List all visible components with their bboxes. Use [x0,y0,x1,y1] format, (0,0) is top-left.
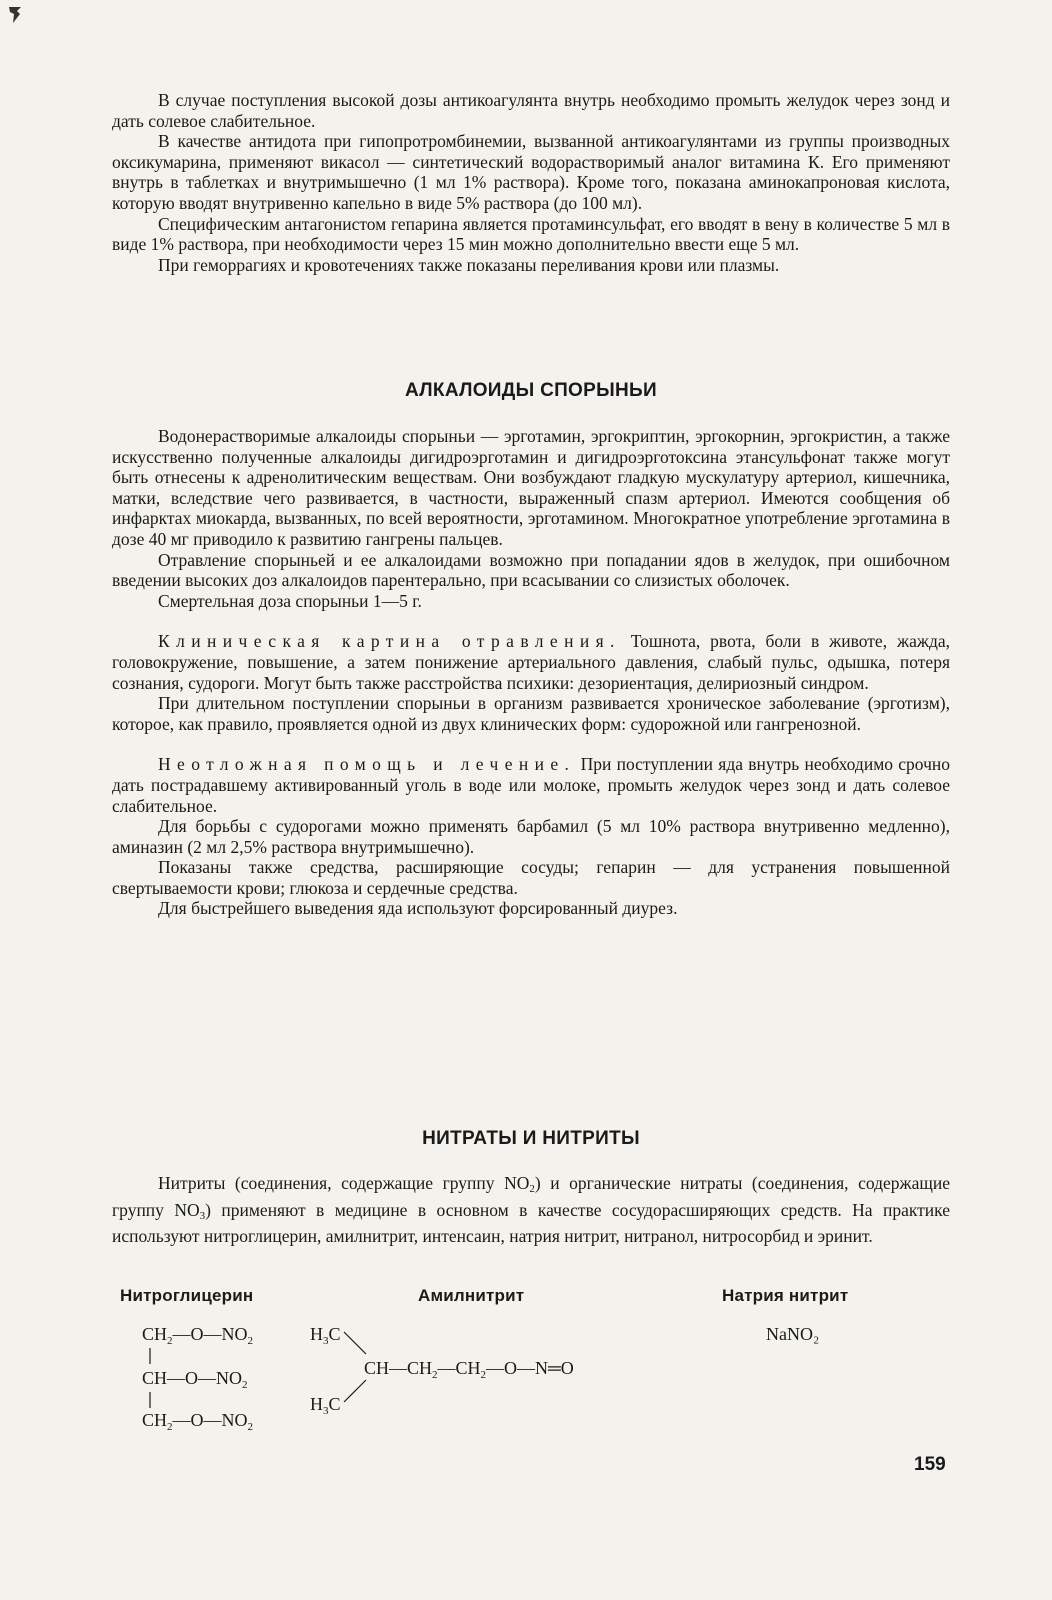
paragraph-clinical [112,631,950,693]
emergency-label: Неотложная помощь и лечение. [158,754,576,775]
intro-text: ) и органические нитраты (соединения, содержащие группу NO [112,1173,950,1220]
svg-text:CH—CH2—CH2—O—N═O: $CH—CH_2—CH_2—O—N═O$ [364,1358,574,1381]
section-ergot [112,426,950,919]
paragraph: Показаны также средства, расширяющие сосуды; гепарин — для устранения повышенной свертываемости крови; глюкоза и сердечные средства. [112,857,950,898]
clinical-text: Тошнота, рвота, боли в животе, жажда, головокружение, повышение, а затем понижение артериального давления, слабый пульс, одышка, потеря сознания, судороги. Могут быть также расстройства психики: дезориентация, делириозный синдром. [112,631,951,693]
page-number: 159 [914,1454,946,1475]
intro-subscript: 3 [199,1209,206,1222]
paragraph: Специфическим антагонистом гепарина является протаминсульфат, его вводят в вену в количестве 5 мл в виде 1% раствора, при необходимости через 15 мин можно дополнительно ввести еще 5 мл. [112,213,950,255]
intro-text: ) применяют в медицине в основном в качестве сосудорасширяющих средств. На практике используют нитроглицерин, амилнитрит, интенсаин, натрия нитрит, нитранол, нитросорбид и эринит. [112,1199,950,1247]
paragraph-nitrates-intro [112,1173,950,1247]
nitroglycerin-structure [130,1318,310,1442]
amylnitrite-structure [306,1318,646,1418]
intro-text: Нитриты (соединения, содержащие группу NO [158,1173,530,1193]
scan-artifact-mark [8,6,22,24]
formula-title-amylnitrite: Амилнитрит [418,1286,525,1305]
paragraph: При геморрагиях и кровотечениях также показаны переливания крови или плазмы. [158,254,780,275]
svg-text:H3C: $H_3C$ [310,1324,341,1347]
clinical-label: Клиническая картина отравления. [158,631,621,652]
paragraph: Для борьбы с судорогами можно применять барбамил (5 мл 10% раствора внутривенно медленно), аминазин (2 мл 2,5% раствора внутримышечно). [112,816,950,857]
emergency-text: При поступлении яда внутрь необходимо срочно дать пострадавшему активированный уголь в воде или молоке, промыть желудок через зонд и дать солевое слабительное. [112,754,950,816]
svg-text:H3C: $H_3C$ [310,1394,341,1417]
paragraph: Для быстрейшего выведения яда используют форсированный диурез. [158,898,678,919]
paragraph-emergency [112,754,950,816]
paragraph: В случае поступления высокой дозы антикоагулянта внутрь необходимо промыть желудок через зонд и дать солевое слабительное. [112,90,950,131]
paragraph: В качестве антидота при гипопротромбинемии, вызванной антикоагулянтами из группы производных оксикумарина, применяют викасол — синтетический водорастворимый аналог витамина К. Его применяют внутрь в таблетках и внутримышечно (1 мл 1% раствора). Кроме того, показана аминокапроновая кислота, которую вводят внутривенно капельно в виде 5% раствора (до 100 мл). [112,131,950,213]
section-heading-nitrates: НИТРАТЫ И НИТРИТЫ [422,1128,640,1149]
formula-title-sodium-nitrite: Натрия нитрит [722,1286,849,1305]
section-nitrates [112,1173,950,1247]
formula-title-nitroglycerin: Нитроглицерин [120,1286,254,1305]
paragraph: Смертельная доза спорыньи 1—5 г. [158,590,422,611]
svg-text:CH2—O—NO2: $CH_2—O—NO_2$ [142,1410,254,1433]
section-heading-ergot: АЛКАЛОИДЫ СПОРЫНЬИ [405,380,657,401]
svg-text:CH—O—NO2: $CH—O—NO_2$ [142,1368,248,1391]
section-anticoagulants [112,90,950,275]
svg-text:CH2—O—NO2: $CH_2—O—NO_2$ [142,1324,254,1347]
paragraph: Отравление спорыньей и ее алкалоидами возможно при попадании ядов в желудок, при ошибочном введении высоких доз алкалоидов парентерально, при всасывании со слизистых оболочек. [112,549,950,591]
sodium-nitrite-formula: NaNO₂ [766,1324,820,1344]
intro-subscript: 2 [529,1183,535,1195]
paragraph: Водонерастворимые алкалоиды спорыньи — эрготамин, эргокриптин, эргокорнин, эргокристин, а также искусственно полученные алкалоиды дигидроэрготамин и дигидроэрготоксина этансульфонат также могут быть отнесены к адренолитическим веществам. Они возбуждают гладкую мускулатуру артериол, кишечника, матки, вследствие чего развивается, в частности, выраженный спазм артериол. Имеются сообщения об инфарктах миокарда, вызванных, по всей вероятности, эрготамином. Многократное употребление эрготамина в дозе 40 мг приводило к развитию гангрены пальцев. [112,426,950,549]
paragraph: При длительном поступлении спорыньи в организм развивается хроническое заболевание (эрготизм), которое, как правило, проявляется одной из двух клинических форм: судорожной или гангренозной. [112,693,950,734]
